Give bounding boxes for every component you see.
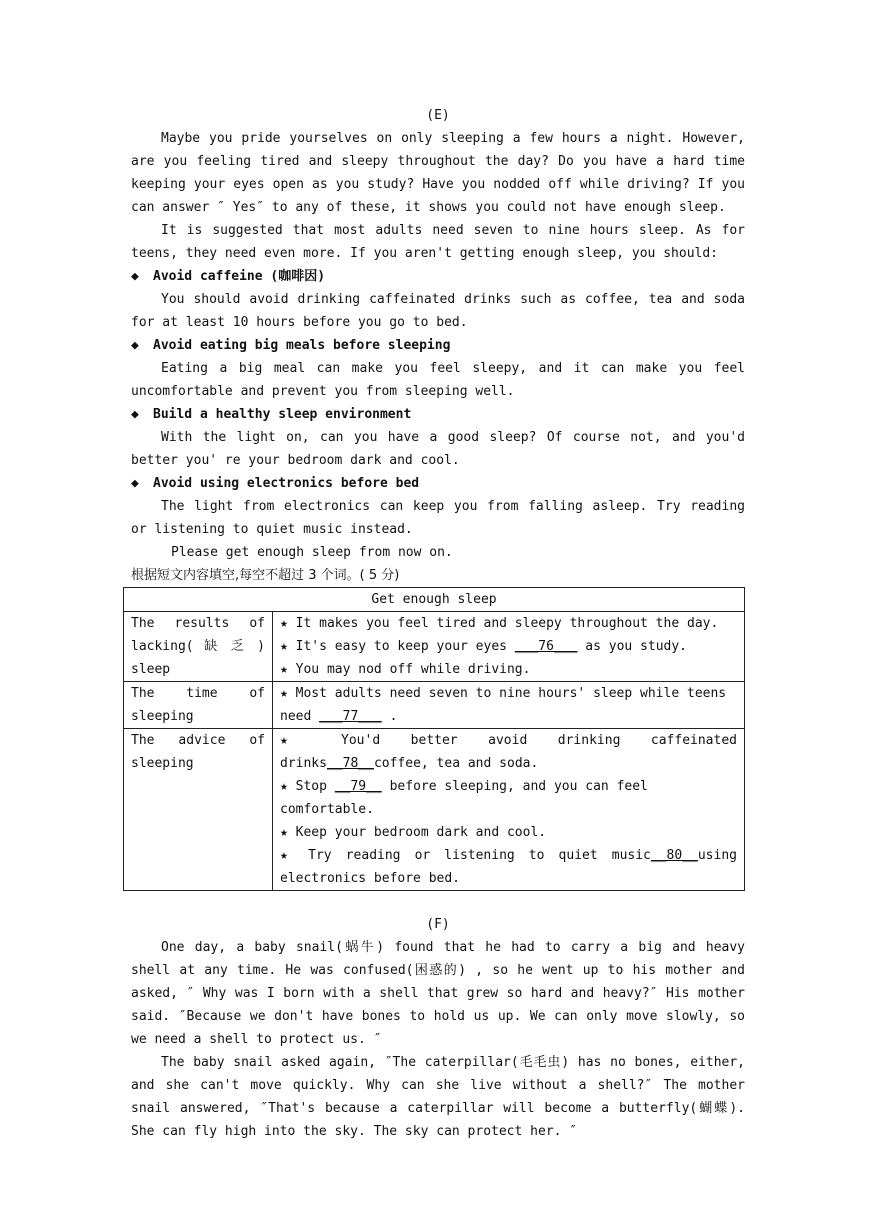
results-line-2-end: as you study. (577, 639, 688, 654)
table-line (280, 729, 737, 775)
table-line (280, 775, 737, 821)
section-f-paragraph-2: The baby snail asked again, ″The caterpillar(毛毛虫) has no bones, either, and she can't move quickly. Why can she live without a shell?″ The mother snail answered, ″That's because a caterpillar will become a butterfly(蝴蝶). She can fly high into the sky. The sky can protect her. ″ (131, 1055, 745, 1139)
advice-line-3: Keep your bedroom dark and cool. (295, 825, 547, 840)
fill-in-table (123, 587, 745, 891)
star-icon: ★ (280, 616, 288, 631)
section-e-paragraph-1: Maybe you pride yourselves on only sleeping a few hours a night. However, are you feeling tired and sleepy throughout the day? Do you have a hard time keeping your eyes open as you study? Have you nodded off while driving? If you can answer ″ Yes″ to any of these, it shows you could not have enough sleep. (131, 131, 745, 215)
star-icon: ★ (280, 848, 295, 863)
diamond-bullet-icon: ◆ (131, 407, 139, 422)
advice-line-4-end: using electronics before bed. (280, 848, 737, 886)
tip-heading-electronics (131, 472, 745, 495)
table-row (124, 612, 745, 682)
advice-line-2-start: Stop (295, 779, 335, 794)
document-body (131, 104, 745, 1143)
advice-line-1-end: coffee, tea and soda. (373, 756, 539, 771)
table-line (280, 844, 737, 890)
table-line (280, 635, 737, 658)
diamond-bullet-icon: ◆ (131, 269, 139, 284)
advice-line-4-start: Try reading or listening to quiet music (294, 848, 651, 863)
table-line (280, 821, 737, 844)
tip-caffeine-text: You should avoid drinking caffeinated drinks such as coffee, tea and soda for at least 10 hours before you go to bed. (131, 292, 745, 330)
results-line-3: You may nod off while driving. (295, 662, 531, 677)
section-e-paragraph-2: It is suggested that most adults need seven to nine hours sleep. As for teens, they need even more. If you aren't getting enough sleep, you should: (131, 223, 745, 261)
closing-sentence: Please get enough sleep from now on. (171, 545, 453, 560)
tip-heading-caffeine-text: Avoid caffeine (咖啡因) (153, 269, 326, 284)
tip-electronics-text: The light from electronics can keep you from falling asleep. Try reading or listening to quiet music instead. (131, 499, 745, 537)
tip-environment-text: With the light on, can you have a good sleep? Of course not, and you'd better you' re your bedroom dark and cool. (131, 430, 745, 468)
star-icon: ★ (280, 686, 288, 701)
row-label-results: The results of lacking( 缺 乏 ) sleep (124, 612, 273, 682)
results-line-1: It makes you feel tired and sleepy throughout the day. (295, 616, 719, 631)
section-f-label: (F) (426, 917, 450, 932)
star-icon: ★ (280, 779, 288, 794)
section-gap (131, 891, 745, 913)
row-content-advice (273, 729, 745, 891)
table-caption: Get enough sleep (124, 588, 745, 612)
tip-heading-caffeine (131, 265, 745, 288)
table-line (280, 612, 737, 635)
diamond-bullet-icon: ◆ (131, 476, 139, 491)
row-content-results (273, 612, 745, 682)
table-row (124, 682, 745, 729)
tip-heading-electronics-text: Avoid using electronics before bed (153, 476, 420, 491)
advice-line-2-end: before sleeping, and you can feel comfortable. (280, 779, 648, 817)
time-line-start: Most adults need seven to nine hours' sleep while teens need (280, 686, 727, 724)
blank-78: __78__ (326, 756, 374, 771)
row-content-time (273, 682, 745, 729)
blank-79: __79__ (334, 779, 382, 794)
table-line (280, 682, 737, 728)
star-icon: ★ (280, 733, 311, 748)
section-f-paragraph-1: One day, a baby snail(蜗牛) found that he had to carry a big and heavy shell at any time. He was confused(困惑的) , so he went up to his mother and asked, ″ Why was I born with a shell that grew so hard and heavy?″ His mother said. ″Because we don't have bones to hold us up. We can only move slowly, so we need a shell to protect us. ″ (131, 940, 745, 1047)
advice-line-1-start: You'd better avoid drinking caffeinated drinks (280, 733, 737, 771)
table-line (280, 658, 737, 681)
tip-heading-environment (131, 403, 745, 426)
results-line-2-start: It's easy to keep your eyes (295, 639, 515, 654)
star-icon: ★ (280, 639, 288, 654)
tip-heading-meals-text: Avoid eating big meals before sleeping (153, 338, 451, 353)
blank-80: __80__ (650, 848, 698, 863)
row-label-advice: The advice of sleeping (124, 729, 273, 891)
blank-77: ___77___ (319, 709, 382, 724)
tip-meals-text: Eating a big meal can make you feel sleepy, and it can make you feel uncomfortable and prevent you from sleeping well. (131, 361, 745, 399)
tip-heading-environment-text: Build a healthy sleep environment (153, 407, 412, 422)
blank-76: ___76___ (514, 639, 578, 654)
diamond-bullet-icon: ◆ (131, 338, 139, 353)
table-caption-row (124, 588, 745, 612)
time-line-end: . (381, 709, 398, 724)
star-icon: ★ (280, 662, 288, 677)
table-row (124, 729, 745, 891)
tip-heading-meals (131, 334, 745, 357)
row-label-time: The time of sleeping (124, 682, 273, 729)
exercise-instruction: 根据短文内容填空,每空不超过 3 个词。( 5 分) (131, 568, 400, 583)
section-e-label: (E) (426, 108, 450, 123)
star-icon: ★ (280, 825, 288, 840)
